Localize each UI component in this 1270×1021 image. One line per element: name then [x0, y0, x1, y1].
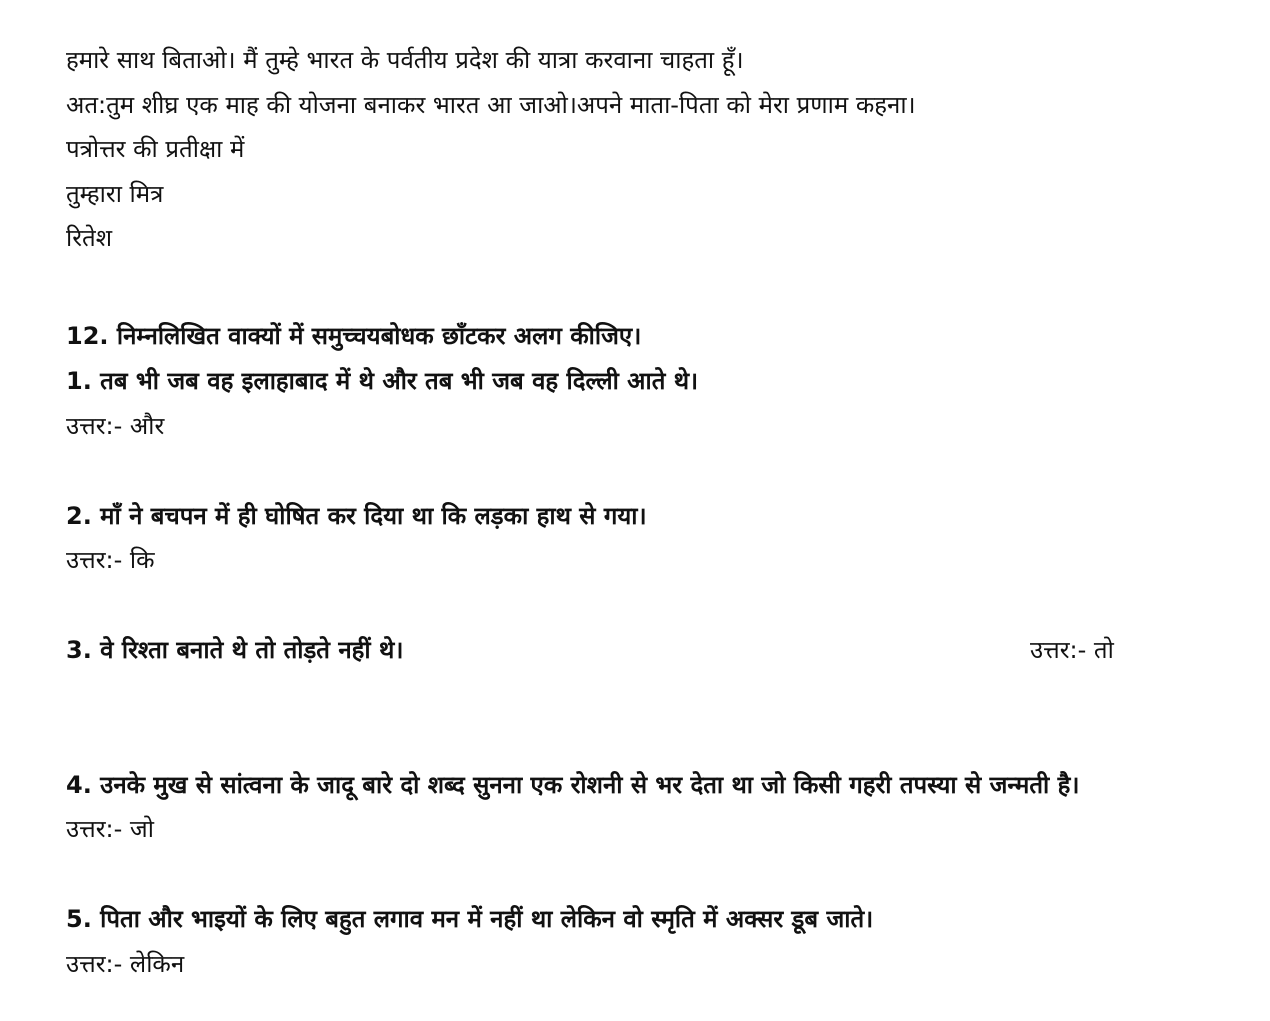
- letter-signoff: तुम्हारा मित्र: [66, 180, 164, 208]
- question-item-3-answer: उत्तर:- तो: [1030, 636, 1114, 664]
- question-item-3-sentence: 3. वे रिश्ता बनाते थे तो तोड़ते नहीं थे।: [66, 636, 404, 664]
- question-item-1-sentence: 1. तब भी जब वह इलाहाबाद में थे और तब भी जब वह दिल्ली आते थे।: [66, 367, 699, 395]
- question-item-4-sentence: 4. उनके मुख से सांत्वना के जादू बारे दो शब्द सुनना एक रोशनी से भर देता था जो किसी गहरी तपस्या से जन्मती है।: [66, 771, 1080, 799]
- letter-signature: रितेश: [66, 224, 113, 252]
- question-item-1-answer: उत्तर:- और: [66, 412, 165, 440]
- question-heading: 12. निम्नलिखित वाक्यों में समुच्चयबोधक छाँटकर अलग कीजिए।: [66, 322, 642, 350]
- question-item-2-answer: उत्तर:- कि: [66, 546, 155, 574]
- letter-line-1: हमारे साथ बिताओ। मैं तुम्हे भारत के पर्वतीय प्रदेश की यात्रा करवाना चाहता हूँ।: [66, 46, 744, 74]
- question-item-5-sentence: 5. पिता और भाइयों के लिए बहुत लगाव मन में नहीं था लेकिन वो स्मृति में अक्सर डूब जाते।: [66, 905, 874, 933]
- question-item-4-answer: उत्तर:- जो: [66, 815, 154, 843]
- letter-closing: पत्रोत्तर की प्रतीक्षा में: [66, 135, 245, 163]
- question-item-5-answer: उत्तर:- लेकिन: [66, 950, 185, 978]
- question-item-2-sentence: 2. माँ ने बचपन में ही घोषित कर दिया था कि लड़का हाथ से गया।: [66, 502, 647, 530]
- letter-line-2: अत:तुम शीघ्र एक माह की योजना बनाकर भारत आ जाओ।अपने माता-पिता को मेरा प्रणाम कहना।: [66, 91, 916, 119]
